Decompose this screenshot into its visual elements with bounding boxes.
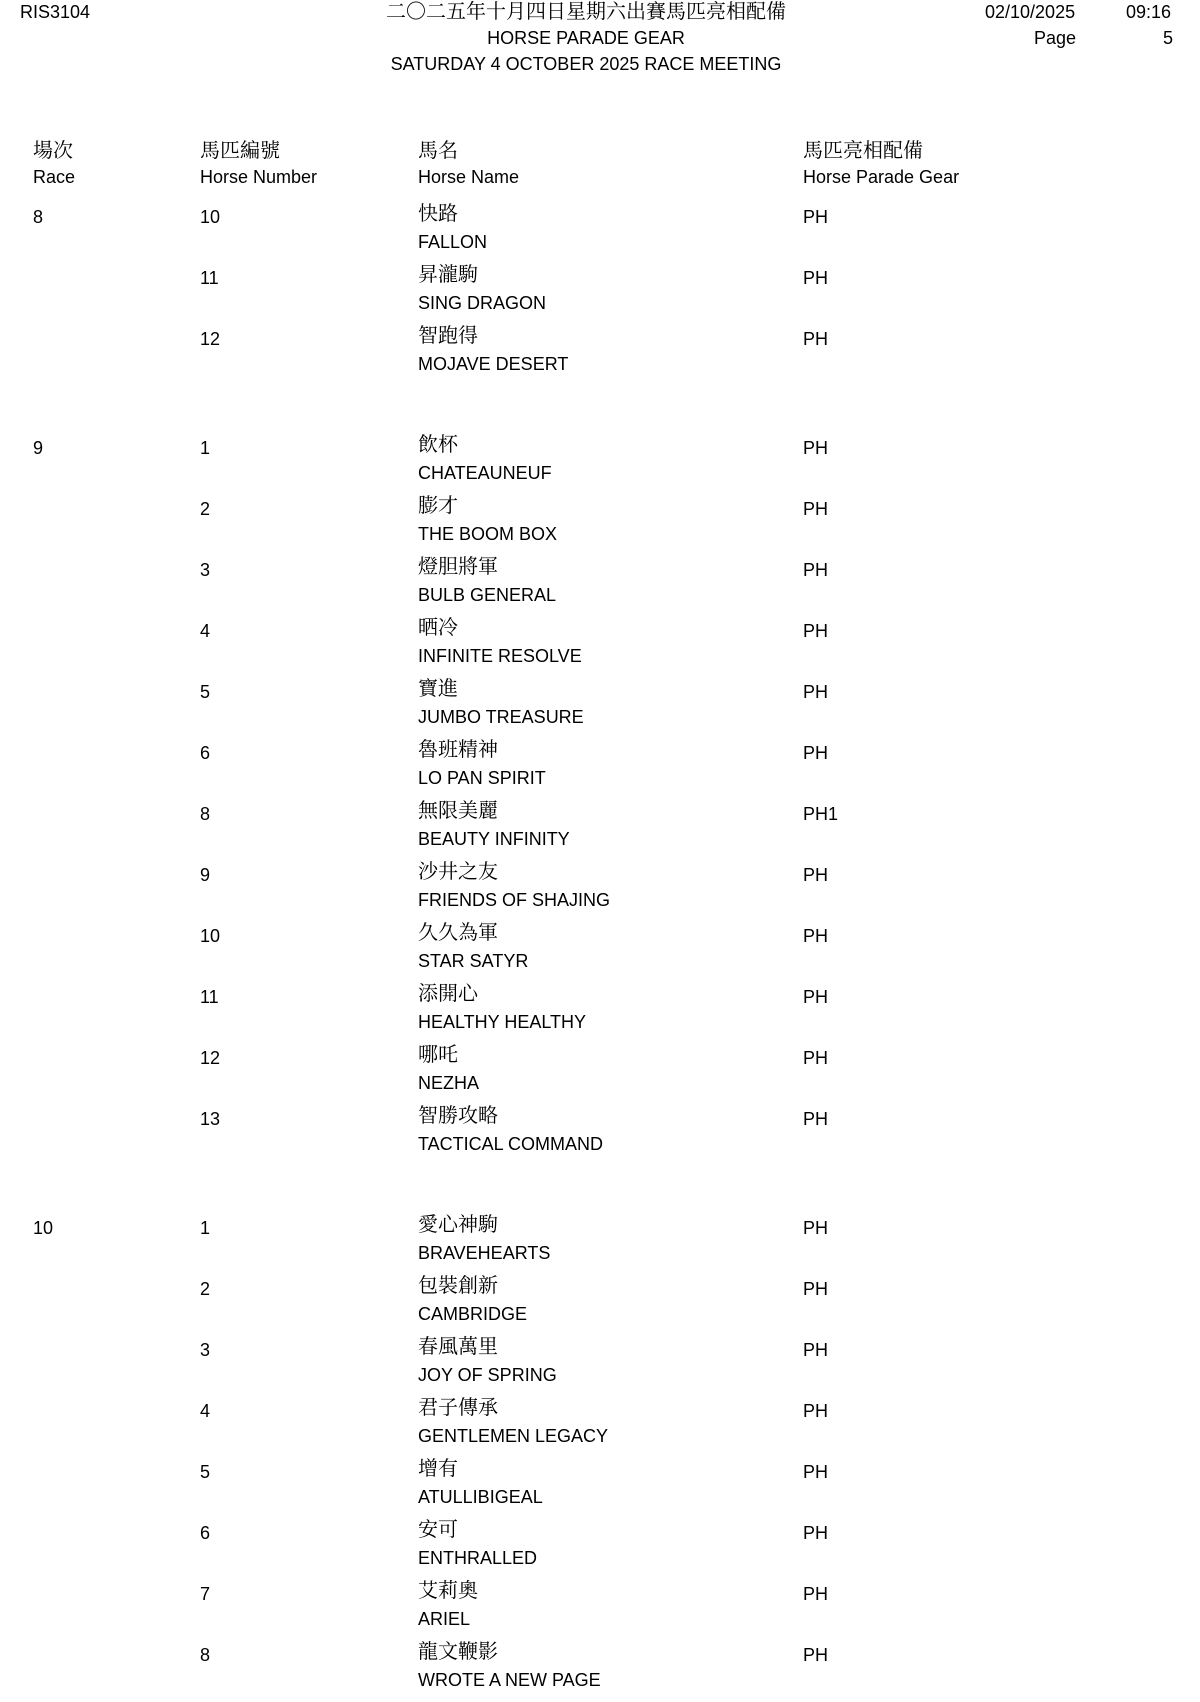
horse-name-en-cell: WROTE A NEW PAGE — [418, 1670, 601, 1690]
horse-name-cn-cell: 晒冷 — [418, 617, 458, 639]
table-row — [0, 679, 1200, 739]
horse-name-cn-cell: 智勝攻略 — [418, 1105, 498, 1127]
horse-number-cell: 11 — [200, 268, 219, 288]
table-row — [0, 801, 1200, 861]
table-row — [0, 1276, 1200, 1336]
table-row — [0, 204, 1200, 264]
horse-name-en-cell: SING DRAGON — [418, 293, 547, 313]
horse-number-cell: 10 — [200, 207, 221, 227]
parade-gear-cell: PH — [803, 1340, 829, 1360]
horse-number-cell: 4 — [200, 621, 211, 641]
horse-number-cell: 1 — [200, 438, 211, 458]
parade-gear-cell: PH — [803, 438, 829, 458]
parade-gear-cell: PH — [803, 743, 829, 763]
race-cell: 10 — [33, 1218, 54, 1238]
horse-name-cn-cell: 增有 — [418, 1458, 458, 1480]
parade-gear-cell: PH1 — [803, 804, 839, 824]
horse-name-cn-cell: 燈胆將軍 — [418, 556, 498, 578]
horse-name-en-cell: BEAUTY INFINITY — [418, 829, 570, 849]
page-number: 5 — [1163, 28, 1174, 48]
horse-name-en-cell: GENTLEMEN LEGACY — [418, 1426, 609, 1446]
parade-gear-cell: PH — [803, 1523, 829, 1543]
print-date: 02/10/2025 — [985, 2, 1076, 22]
title-chinese: 二〇二五年十月四日星期六出賽馬匹亮相配備 — [386, 1, 786, 23]
horse-name-cn-cell: 魯班精神 — [418, 739, 498, 761]
report-id: RIS3104 — [20, 2, 91, 22]
horse-number-cell: 13 — [200, 1109, 221, 1129]
horse-name-en-cell: NEZHA — [418, 1073, 480, 1093]
table-row — [0, 435, 1200, 495]
horse-number-cell: 9 — [200, 865, 211, 885]
horse-name-en-cell: BULB GENERAL — [418, 585, 557, 605]
table-row — [0, 923, 1200, 983]
parade-gear-cell: PH — [803, 1218, 829, 1238]
horse-number-cell: 1 — [200, 1218, 211, 1238]
horse-number-cell: 10 — [200, 926, 221, 946]
parade-gear-cell: PH — [803, 207, 829, 227]
horse-number-cell: 5 — [200, 682, 211, 702]
horse-name-en-cell: JUMBO TREASURE — [418, 707, 584, 727]
horse-name-cn-cell: 春風萬里 — [418, 1336, 498, 1358]
horse-name-en-cell: FRIENDS OF SHAJING — [418, 890, 611, 910]
print-time: 09:16 — [1126, 2, 1172, 22]
table-row — [0, 326, 1200, 386]
horse-name-en-cell: MOJAVE DESERT — [418, 354, 569, 374]
horse-name-en-cell: BRAVEHEARTS — [418, 1243, 551, 1263]
parade-gear-cell: PH — [803, 268, 829, 288]
table-row — [0, 557, 1200, 617]
horse-name-cn-cell: 君子傳承 — [418, 1397, 498, 1419]
horse-name-cn-cell: 包裝創新 — [418, 1275, 498, 1297]
horse-name-cn-cell: 久久為軍 — [418, 922, 498, 944]
horse-number-cell: 2 — [200, 499, 211, 519]
horse-number-cell: 8 — [200, 1645, 211, 1665]
parade-gear-cell: PH — [803, 1109, 829, 1129]
horse-number-cell: 8 — [200, 804, 211, 824]
horse-name-cn-cell: 沙井之友 — [418, 861, 498, 883]
horse-number-cell: 11 — [200, 987, 219, 1007]
horse-name-en-cell: STAR SATYR — [418, 951, 529, 971]
column-header-horse-name-cn: 馬名 — [418, 140, 458, 162]
horse-name-cn-cell: 飲杯 — [418, 434, 458, 456]
parade-gear-cell: PH — [803, 1048, 829, 1068]
title-english: HORSE PARADE GEAR — [487, 28, 685, 48]
column-header-horse-name-en: Horse Name — [418, 167, 520, 187]
parade-gear-cell: PH — [803, 987, 829, 1007]
horse-number-cell: 2 — [200, 1279, 211, 1299]
table-row — [0, 1045, 1200, 1105]
race-cell: 8 — [33, 207, 44, 227]
parade-gear-cell: PH — [803, 682, 829, 702]
horse-number-cell: 12 — [200, 1048, 221, 1068]
horse-name-cn-cell: 智跑得 — [418, 325, 478, 347]
horse-name-en-cell: ARIEL — [418, 1609, 471, 1629]
table-row — [0, 496, 1200, 556]
column-header-race-en: Race — [33, 167, 76, 187]
horse-name-en-cell: ENTHRALLED — [418, 1548, 538, 1568]
horse-number-cell: 12 — [200, 329, 221, 349]
horse-name-en-cell: ATULLIBIGEAL — [418, 1487, 543, 1507]
horse-name-cn-cell: 膨才 — [418, 495, 458, 517]
table-row — [0, 265, 1200, 325]
horse-number-cell: 7 — [200, 1584, 211, 1604]
horse-name-en-cell: FALLON — [418, 232, 488, 252]
column-header-parade-gear-cn: 馬匹亮相配備 — [803, 140, 923, 162]
table-row — [0, 618, 1200, 678]
horse-name-en-cell: TACTICAL COMMAND — [418, 1134, 604, 1154]
horse-name-cn-cell: 添開心 — [418, 983, 478, 1005]
page-label: Page — [1034, 28, 1077, 48]
parade-gear-cell: PH — [803, 1462, 829, 1482]
table-row — [0, 1642, 1200, 1702]
horse-name-cn-cell: 愛心神駒 — [418, 1214, 498, 1236]
horse-name-en-cell: CHATEAUNEUF — [418, 463, 552, 483]
parade-gear-cell: PH — [803, 560, 829, 580]
parade-gear-cell: PH — [803, 1401, 829, 1421]
parade-gear-cell: PH — [803, 1645, 829, 1665]
horse-name-cn-cell: 安可 — [418, 1519, 458, 1541]
table-row — [0, 984, 1200, 1044]
horse-number-cell: 4 — [200, 1401, 211, 1421]
horse-name-cn-cell: 昇瀧駒 — [418, 264, 478, 286]
horse-name-en-cell: JOY OF SPRING — [418, 1365, 557, 1385]
column-header-race-cn: 場次 — [33, 140, 73, 162]
horse-name-en-cell: CAMBRIDGE — [418, 1304, 528, 1324]
parade-gear-cell: PH — [803, 926, 829, 946]
parade-gear-cell: PH — [803, 329, 829, 349]
parade-gear-cell: PH — [803, 1279, 829, 1299]
table-row — [0, 1581, 1200, 1641]
column-header-horse-number-en: Horse Number — [200, 167, 318, 187]
horse-name-cn-cell: 哪吒 — [418, 1044, 458, 1066]
meeting-subtitle: SATURDAY 4 OCTOBER 2025 RACE MEETING — [390, 54, 782, 74]
table-row — [0, 1459, 1200, 1519]
horse-name-cn-cell: 龍文鞭影 — [418, 1641, 498, 1663]
horse-number-cell: 6 — [200, 1523, 211, 1543]
table-row — [0, 1398, 1200, 1458]
parade-gear-cell: PH — [803, 865, 829, 885]
horse-name-en-cell: THE BOOM BOX — [418, 524, 558, 544]
horse-number-cell: 3 — [200, 560, 211, 580]
parade-gear-cell: PH — [803, 621, 829, 641]
horse-name-en-cell: LO PAN SPIRIT — [418, 768, 546, 788]
column-header-parade-gear-en: Horse Parade Gear — [803, 167, 960, 187]
horse-name-cn-cell: 寶進 — [418, 678, 458, 700]
horse-name-en-cell: INFINITE RESOLVE — [418, 646, 582, 666]
horse-number-cell: 3 — [200, 1340, 211, 1360]
race-cell: 9 — [33, 438, 44, 458]
horse-name-cn-cell: 無限美麗 — [418, 800, 498, 822]
table-row — [0, 1106, 1200, 1166]
horse-name-en-cell: HEALTHY HEALTHY — [418, 1012, 587, 1032]
table-row — [0, 862, 1200, 922]
horse-number-cell: 6 — [200, 743, 211, 763]
column-header-horse-number-cn: 馬匹編號 — [200, 140, 280, 162]
horse-name-cn-cell: 艾莉奧 — [418, 1580, 478, 1602]
table-row — [0, 1337, 1200, 1397]
table-row — [0, 1520, 1200, 1580]
table-row — [0, 740, 1200, 800]
table-row — [0, 1215, 1200, 1275]
horse-number-cell: 5 — [200, 1462, 211, 1482]
horse-name-cn-cell: 快路 — [418, 203, 458, 225]
parade-gear-cell: PH — [803, 499, 829, 519]
parade-gear-cell: PH — [803, 1584, 829, 1604]
